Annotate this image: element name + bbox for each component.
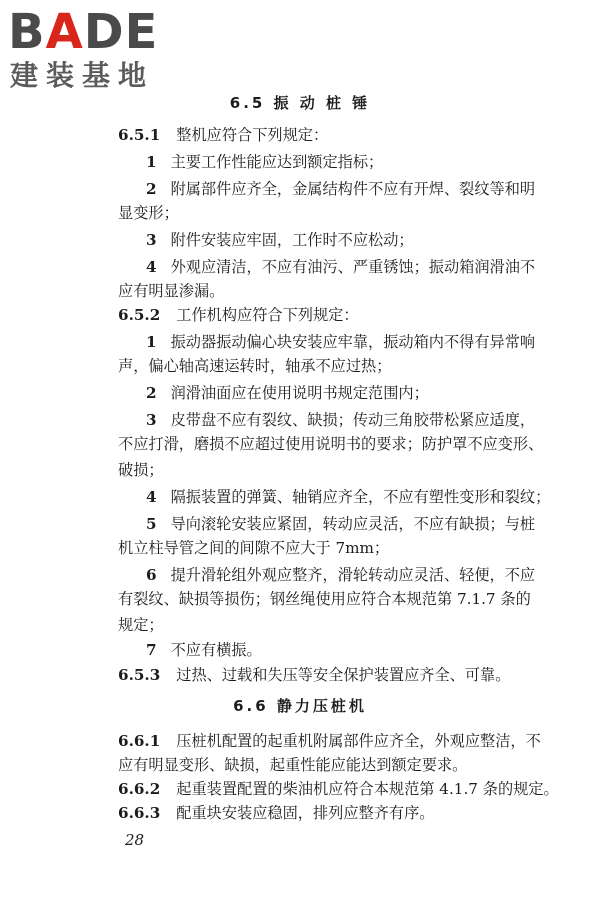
list-item bbox=[146, 383, 429, 403]
clause-6-5-1 bbox=[118, 125, 328, 145]
list-item bbox=[146, 487, 550, 507]
continuation-line: 规定； bbox=[118, 616, 164, 634]
clause-6-5-2 bbox=[118, 305, 359, 325]
continuation-line: 不应打滑，磨损不应超过使用说明书的要求；防护罩不应变形、 bbox=[118, 435, 544, 453]
item-number: 7 bbox=[146, 641, 157, 659]
list-item bbox=[146, 152, 383, 172]
clause-6-6-3 bbox=[118, 803, 434, 823]
item-text: 提升滑轮组外观应整齐，滑轮转动应灵活、轻便，不应 bbox=[170, 566, 536, 584]
list-item bbox=[146, 257, 535, 277]
logo-wordmark bbox=[8, 6, 158, 58]
continuation-line: 破损； bbox=[118, 461, 164, 479]
list-item bbox=[146, 332, 535, 352]
item-text: 附属部件应齐全，金属结构件不应有开焊、裂纹等和明 bbox=[170, 180, 536, 198]
clause-text: 压桩机配置的起重机附属部件应齐全，外观应整洁，不 bbox=[176, 732, 541, 750]
item-text: 振动器振动偏心块安装应牢靠，振动箱内不得有异常响 bbox=[170, 333, 536, 351]
clause-number: 6.5.3 bbox=[118, 666, 161, 684]
clause-number: 6.5.2 bbox=[118, 306, 161, 324]
continuation-line: 显变形； bbox=[118, 204, 179, 222]
item-number: 3 bbox=[146, 231, 157, 249]
item-text: 隔振装置的弹簧、轴销应齐全，不应有塑性变形和裂纹； bbox=[170, 488, 551, 506]
item-number: 2 bbox=[146, 384, 157, 402]
clause-6-6-1 bbox=[118, 731, 541, 751]
list-item bbox=[146, 179, 535, 199]
clause-number: 6.5.1 bbox=[118, 126, 161, 144]
clause-text: 整机应符合下列规定： bbox=[176, 126, 329, 144]
item-number: 1 bbox=[146, 153, 157, 171]
logo-word-suffix: DE bbox=[83, 4, 159, 60]
logo-word-prefix: B bbox=[8, 4, 46, 60]
item-number: 2 bbox=[146, 180, 157, 198]
continuation-line: 有裂纹、缺损等损伤；钢丝绳使用应符合本规范第 7.1.7 条的 bbox=[118, 590, 531, 608]
item-text: 润滑油面应在使用说明书规定范围内； bbox=[170, 384, 429, 402]
clause-6-5-3 bbox=[118, 665, 510, 685]
continuation-line: 应有明显渗漏。 bbox=[118, 282, 225, 300]
section-heading-6-5: 6.5 振 动 桩 锤 bbox=[229, 94, 371, 112]
item-number: 5 bbox=[146, 515, 157, 533]
item-text: 导向滚轮安装应紧固，转动应灵活，不应有缺损；与桩 bbox=[170, 515, 536, 533]
clause-6-6-2 bbox=[118, 779, 559, 799]
clause-number: 6.6.1 bbox=[118, 732, 161, 750]
list-item bbox=[146, 410, 535, 430]
list-item bbox=[146, 514, 535, 534]
continuation-line: 机立柱导管之间的间隙不应大于 7mm； bbox=[118, 539, 390, 557]
item-text: 不应有横振。 bbox=[170, 641, 262, 659]
logo-subtitle: 建装基地 bbox=[10, 59, 155, 92]
item-number: 4 bbox=[146, 258, 157, 276]
clause-text: 工作机构应符合下列规定： bbox=[176, 306, 359, 324]
item-number: 6 bbox=[146, 566, 157, 584]
clause-number: 6.6.2 bbox=[118, 780, 161, 798]
logo bbox=[8, 6, 178, 96]
list-item bbox=[146, 230, 414, 250]
item-text: 皮带盘不应有裂纹、缺损；传动三角胶带松紧应适度， bbox=[170, 411, 536, 429]
clause-number: 6.6.3 bbox=[118, 804, 161, 822]
item-text: 附件安装应牢固，工作时不应松动； bbox=[170, 231, 414, 249]
clause-text: 过热、过载和失压等安全保护装置应齐全、可靠。 bbox=[176, 666, 511, 684]
list-item bbox=[146, 565, 535, 585]
continuation-line: 声，偏心轴高速运转时，轴承不应过热； bbox=[118, 357, 392, 375]
clause-text: 起重装置配置的柴油机应符合本规范第 4.1.7 条的规定。 bbox=[176, 780, 559, 798]
list-item bbox=[146, 640, 262, 660]
continuation-line: 应有明显变形、缺损，起重性能应能达到额定要求。 bbox=[118, 756, 468, 774]
item-number: 3 bbox=[146, 411, 157, 429]
item-text: 主要工作性能应达到额定指标； bbox=[170, 153, 384, 171]
item-number: 1 bbox=[146, 333, 157, 351]
section-heading-6-6: 6.6 静力压桩机 bbox=[233, 697, 367, 715]
page-number: 28 bbox=[125, 831, 145, 849]
clause-text: 配重块安装应稳固，排列应整齐有序。 bbox=[176, 804, 435, 822]
item-number: 4 bbox=[146, 488, 157, 506]
logo-word-accent: A bbox=[45, 4, 84, 60]
item-text: 外观应清洁，不应有油污、严重锈蚀；振动箱润滑油不 bbox=[170, 258, 536, 276]
